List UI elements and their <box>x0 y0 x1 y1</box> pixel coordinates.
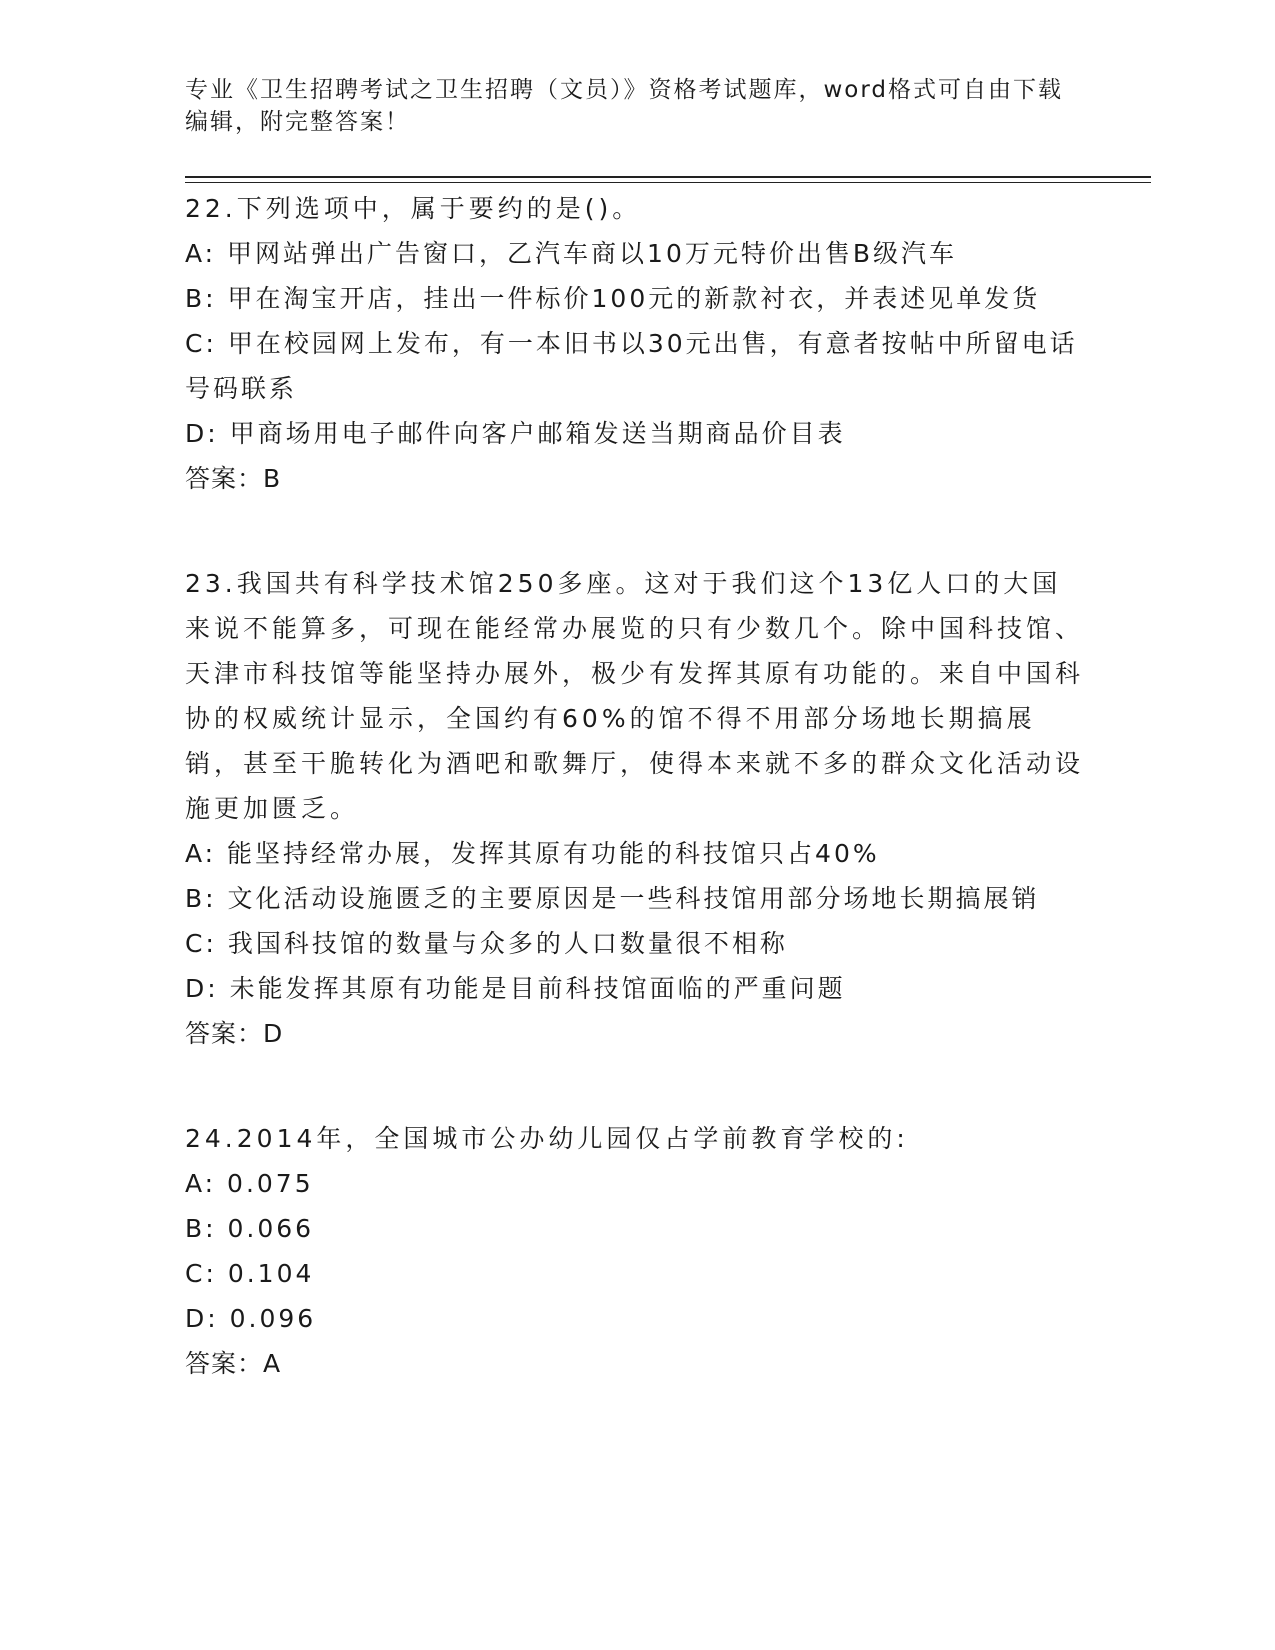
option-b: B: 甲在淘宝开店，挂出一件标价100元的新款衬衣，并表述见单发货 <box>185 284 1041 313</box>
option-d: D: 未能发挥其原有功能是目前科技馆面临的严重问题 <box>185 974 846 1003</box>
option-c: C: 0.104 <box>185 1259 315 1288</box>
header-divider <box>185 176 1151 178</box>
answer-label: 答案：B <box>185 464 282 493</box>
option-b: B: 文化活动设施匮乏的主要原因是一些科技馆用部分场地长期搞展销 <box>185 884 1040 913</box>
option-a: A: 0.075 <box>185 1169 314 1198</box>
question-stem: 23.我国共有科学技术馆250多座。这对于我们这个13亿人口的大国来说不能算多，可现在能经常办展览的只有少数几个。除中国科技馆、天津市科技馆等能坚持办展外，极少有发挥其原有功能的。来自中国科协的权威统计显示，全国约有60%的馆不得不用部分场地长期搞展销，甚至干脆转化为酒吧和歌舞厅，使得本来就不多的群众文化活动设施更加匮乏。 <box>185 569 1085 823</box>
question-22 <box>185 186 1085 501</box>
option-d: D: 甲商场用电子邮件向客户邮箱发送当期商品价目表 <box>185 419 846 448</box>
answer-label: 答案：A <box>185 1349 282 1378</box>
option-c: C: 甲在校园网上发布，有一本旧书以30元出售，有意者按帖中所留电话号码联系 <box>185 329 1078 403</box>
option-b: B: 0.066 <box>185 1214 315 1243</box>
question-stem: 24.2014年，全国城市公办幼儿园仅占学前教育学校的: <box>185 1124 909 1153</box>
header-divider-thin <box>185 182 1151 183</box>
option-c: C: 我国科技馆的数量与众多的人口数量很不相称 <box>185 929 788 958</box>
option-a: A: 甲网站弹出广告窗口，乙汽车商以10万元特价出售B级汽车 <box>185 239 957 268</box>
answer-label: 答案：D <box>185 1019 284 1048</box>
question-24 <box>185 1116 1085 1386</box>
document-header: 专业《卫生招聘考试之卫生招聘（文员）》资格考试题库，word格式可自由下载编辑，附完整答案！ <box>185 77 1064 135</box>
question-list <box>185 186 1085 1386</box>
option-a: A: 能坚持经常办展，发挥其原有功能的科技馆只占40% <box>185 839 880 868</box>
question-23 <box>185 561 1085 1056</box>
question-stem: 22.下列选项中，属于要约的是()。 <box>185 194 642 223</box>
option-d: D: 0.096 <box>185 1304 317 1333</box>
